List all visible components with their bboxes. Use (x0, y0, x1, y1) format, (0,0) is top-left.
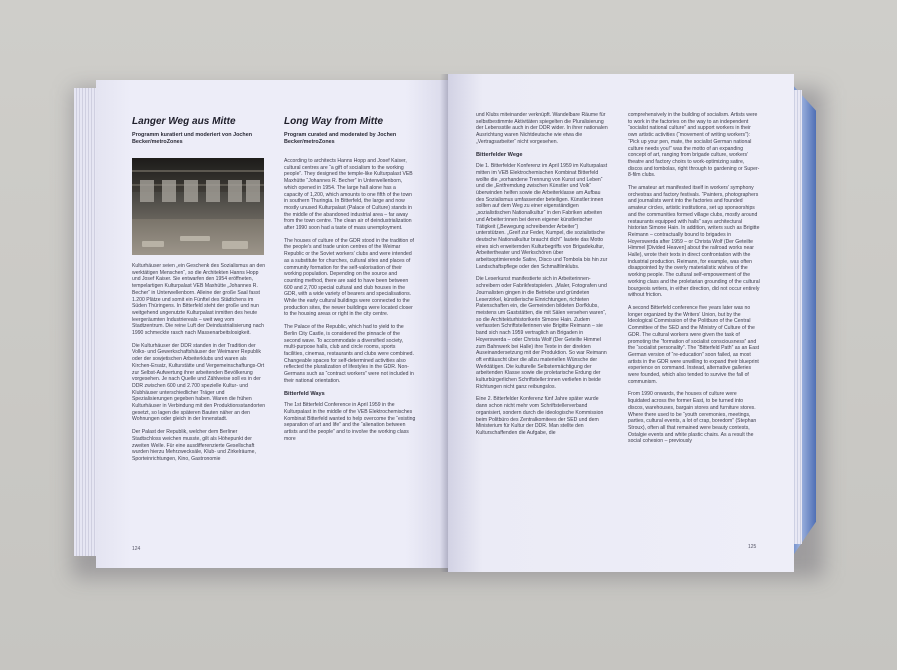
german-subhead: Bitterfelder Wege (476, 151, 523, 158)
english-credit: Program curated and moderated by Jochen Becker/metroZones (284, 132, 397, 145)
page-number-left: 124 (132, 546, 141, 552)
german-paragraph-1: Kulturhäuser seien „ein Geschenk des Sozialismus an den werktätigen Menschen“, so die Architekten Hanns Hopp und Josef Kaiser. Sie entwarfen den 1954 eröffneten, tempelartigen Kulturpalast VEB Maxhütte „Johannes R. Becher“ in Unterwellenborn. Alleine der große Saal fasst 1.200 Plätze und somit ein Fünftel des Städtchens im Süden Thüringens. In Bitterfeld steht der große und nun weitgehend ungenutzte Kulturpalast inmitten des heute leergeräumten Industriereals – weit weg vom Stadtzentrum. Die reine Luft der Deindustrialisierung nach 1990 schmeckte rasch nach Massenarbeitslosigkeit. (132, 263, 266, 337)
german-paragraph-r4: Eine 2. Bitterfelder Konferenz fünf Jahre später wurde dann schon nicht mehr vom Schriftstellerverband organisiert, sondern durch die ideologische Kommission beim Politbüro des Zentralkomitees der SED und dem Ministerium für Kultur der DDR. Man stellte den Kulturschaffenden die Aufgabe, die (476, 396, 604, 436)
english-column (284, 116, 416, 448)
english-paragraph-2: The houses of culture of the GDR stood in the tradition of the people’s and trade union centres of the Weimar Republic or the Soviet workers’ clubs and were intended as a substitute for churches, cultural sites and places of community formation for the self-valorisation of their working population. Depending on the source and counting method, there are said to have been between 600 and 2,700 special cultural and club houses in the GDR, with a wide variety of bearers and specialisations. While the early cultural buildings were connected to the production sites, the newer buildings were located closer to the housing areas or right in the city centre. (284, 237, 414, 318)
english-paragraph-r4: From 1990 onwards, the houses of culture were liquidated across the former East, to be turned into discos, warehouses, bargain stores and furniture stores. Where there used to be “youth ceremonies, meetings, parties, cultural events, a lot of crap, boredom” (Stephan Stroux), often all that remained were beauty contests, Ostalgie events and white plastic chairs. As a result the social cohesion – previously (628, 391, 757, 445)
german-paragraph-r1: und Klubs miteinander verknüpft. Wandelbare Räume für selbstbestimmte Aktivitäten spiegelten die Pluralisierung der Lebensstile auch in der DDR wider. In ihrer nationalen Ausrichtung waren Nichtdeutsche wie etwa die „Vertragsarbeiter“ nicht vorgesehen. (476, 112, 608, 145)
left-page (96, 80, 448, 568)
german-column (132, 116, 266, 469)
english-paragraph-r2: The amateur art manifested itself in workers’ symphony orchestras and factory festivals. “Painters, photographers and journalists went into the factories and founded amateur circles, artistic institutions, set up sponsorships and the communities formed village clubs, mostly around restaurants equipped with halls” says architectural historian Simone Hain. In addition, writers such as Brigitte Reimann – contractually bound to brigades in Hoyerswerda after 1959 – or Christa Wolf (Der Geteilte Himmel [Divided Heaven] about the railroad works near Halle), wrote their texts in direct confrontation with the industrial production. Reimann, for example, was often disappointed by the overly materialistic wishes of the working people. The cultural self-empowerment of the working class and the proletarian grounding of the cultural bourgeois writers, in either direction, did not occur entirely without friction. (628, 185, 760, 299)
page-number-right: 125 (748, 544, 757, 550)
german-paragraph-2: Die Kulturhäuser der DDR standen in der Tradition der Volks- und Gewerkschaftshäuser der Weimarer Republik oder der sowjetischen Arbeiterklubs und waren als Kirchen-Ersatz, Kulturstätte und Vergemeinschaftungs-Ort zur Selbst-Aufwertung ihrer arbeitenden Bevölkerung vorgesehen. Je nach Quelle und Zählweise soll es in der DDR zwischen 600 und 2.700 spezielle Kultur- und Klubhäuser unterschiedlicher Träger und Spezialisierungen gegeben haben. Waren die frühen Kulturhäuser in Verbindung mit den Produktionsstandorten gesetzt, so lagen die späteren Bauten näher an den Wohnungen oder gleich in der Innenstadt. (132, 342, 266, 423)
english-paragraph-3: The Palace of the Republic, which had to yield to the Berlin City Castle, is considered the pinnacle of the second wave. To accommodate a diversified society, multi-purpose halls, club and circle rooms, sports facilities, cinemas, restaurants and clubs were combined. Changeable spaces for self-determined activities also reflected the pluralization of lifestyles in the GDR. Non-Germans such as “contract workers” were not included in their national orientation. (284, 324, 414, 384)
right-page (448, 74, 794, 572)
german-title: Langer Weg aus Mitte (132, 116, 236, 127)
english-paragraph-r1: comprehensively in the building of socialism. Artists were to work in the factories on the way to an independent “socialist national culture” and support workers in their own artistic activities (“movement of writing workers”): “Pick up your pen, mate, the socialist German national culture needs you!” was the motto of an expanding concept of art, ranging from brigade culture, workers’ theatre and factory choirs to work-optimizing satire, discos and tombolas, right through to gardening or Super-8-film clubs. (628, 112, 760, 179)
photo-abandoned-hall (132, 158, 264, 255)
english-paragraph-r3: A second Bitterfeld conference five years later was no longer organized by the Writers’ Union, but by the Ideological Commission of the Politburo of the Central Committee of the SED and the Ministry of Culture of the GDR. The cultural workers were given the task of promoting the “formation of socialist consciousness” and the “socialist personality”. The “Bitterfeld Path” as an East German version of “re-education” soon failed, as most artists in the GDR were unwilling to expand their blueprint experience on command. Instead, alternative galleries were founded, which also tended to survive the fall of communism. (628, 304, 760, 385)
english-paragraph-1: According to architects Hanns Hopp and Josef Kaiser, cultural centres are “a gift of socialism to the working people”. They designed the temple-like Kulturpalast VEB Maxhütte “Johannes R. Becher” in Unterwellenborn, which opened in 1954. The large hall alone has a capacity of 1,200, which amounts to one fifth of the town in southern Thuringia. In Bitterfeld, the large and now mostly unused Kulturpalast (Palace of Culture) stands in the middle of the abandoned industrial area – far away from the town centre. The clean air of deindustrialization after 1990 soon had a taste of mass unemployment. (284, 158, 413, 232)
german-paragraph-3: Der Palast der Republik, welcher dem Berliner Stadtschloss weichen musste, gilt als Höhepunkt der zweiten Welle. Für eine ausdifferenzierte Gesellschaft wurden hierzu Mehrzwecksäle, Klub- und Zirkelräume, Sporteinrichtungen, Kino, Gastronomie (132, 429, 256, 462)
german-paragraph-r2: Die 1. Bitterfelder Konferenz im April 1959 im Kulturpalast mitten im VEB Elektrochemischen Kombinat Bitterfeld wollte die „vorhandene Trennung von Kunst und Leben“ und die „Entfremdung zwischen Künstler und Volk“ überwinden helfen sowie die Arbeiterklasse am Aufbau des Sozialismus umfassender beteiligen. Künstler:innen sollten auf dem Weg zu einer eigenständigen „sozialistischen Nationalkultur“ in den Fabriken arbeiten und Arbeiter:innen bei deren eigener künstlerischer Tätigkeit („Bewegung schreibender Arbeiter“) unterstützen. „Greif zur Feder, Kumpel, die sozialistische deutsche Nationalkultur braucht dich!“ lautete das Motto eines sich erweiternden Kulturbegriffs von Brigadekultur, Arbeitertheater und Werkschören über arbeitsoptimierende Satire, Disco und Tombola bis hin zur Landschaftspflege oder den Schmalfilmklubs. (476, 163, 608, 270)
german-credit: Programm kuratiert und moderiert von Jochen Becker/metroZones (132, 132, 253, 145)
german-column-right (476, 112, 608, 443)
german-paragraph-r3: Die Leserkunst manifestierte sich in Arbeiterinnenschreibern oder Fabrikfestspielen. „Maler, Fotografen und Journalisten gingen in die Betriebe und gründeten Leserzirkel, künstlerische Einrichtungen, richteten Patenschaften ein, die Gemeinden bildeten Dorfklubs, meistens um Gaststätten, die mit Sälen versehen waren“, so die Architekturhistorikerin Simone Hain. Zudem verfassten Schriftstellerinnen wie Brigitte Reimann – sie band sich nach 1959 vertraglich an Brigaden in Hoyerswerda – oder Christa Wolf (Der Geteilte Himmel zum Bahnwerk bei Halle) ihre Texte in der direkten Auseinandersetzung mit der Produktion. So war Reimann oft enttäuscht über die allzu materiellen Wünsche der Werktätigen. Die kulturelle Selbstermächtigung der arbeitenden Klasse sowie die proletarische Erdung der kulturbürgerlichen Schriftsteller:innen verliefen in beide Richtungen nicht ganz reibungslos. (476, 276, 607, 390)
english-title: Long Way from Mitte (284, 116, 384, 127)
english-subhead: Bitterfeld Ways (284, 390, 325, 397)
english-paragraph-4: The 1st Bitterfeld Conference in April 1959 in the Kulturpalast in the middle of the VEB Elektrochemisches Kombinat Bitterfeld wanted to help overcome the “existing separation of art and life” and the “alienation between artists and the people” and to involve the working class more (284, 402, 416, 442)
english-column-right (628, 112, 760, 451)
